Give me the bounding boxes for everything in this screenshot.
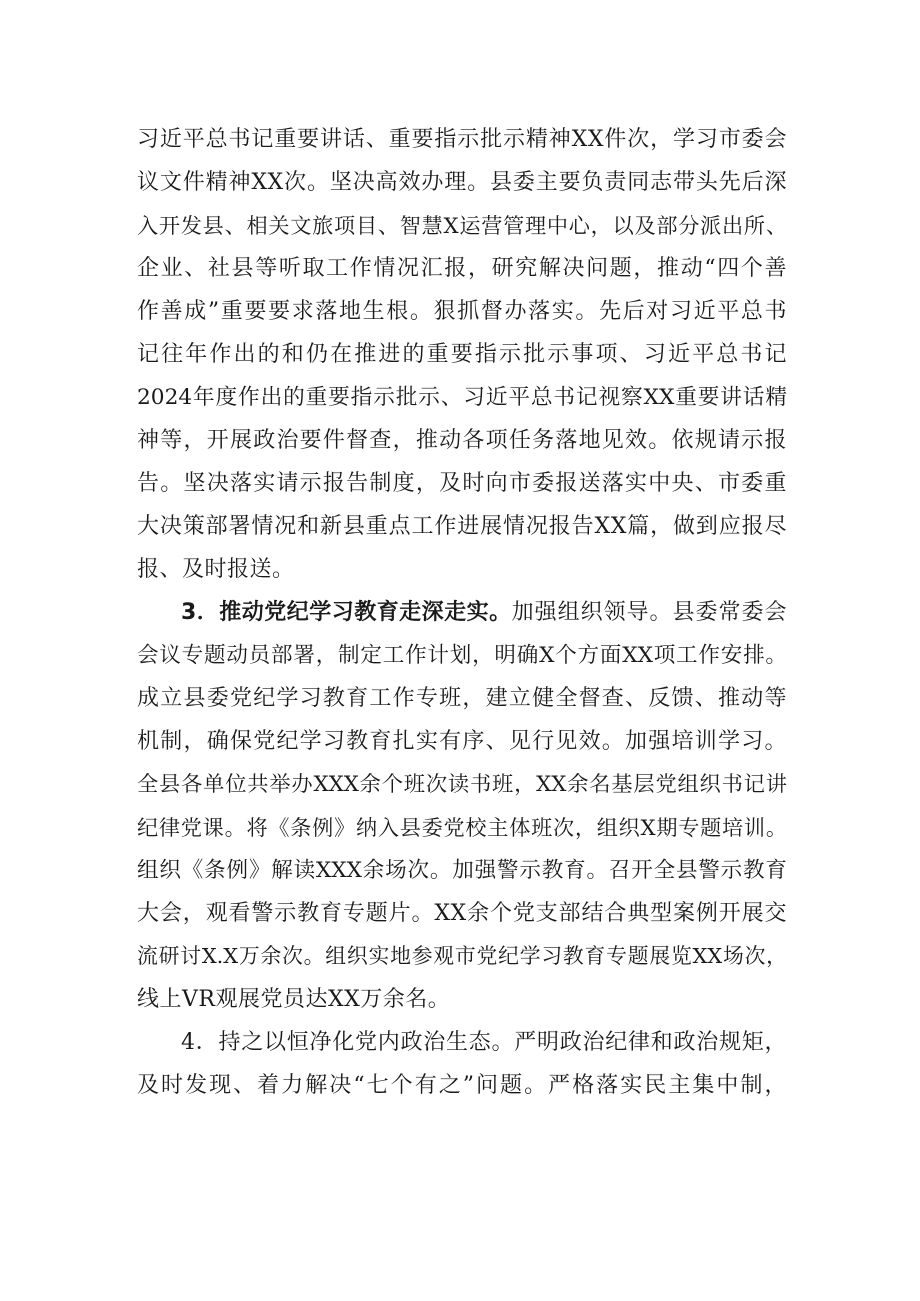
text-line: 组织《条例》解读XXX余场次。加强警示教育。召开全县警示教育 [137, 858, 787, 883]
text-line: 纪律党课。将《条例》纳入县委党校主体班次，组织X期专题培训。 [137, 815, 787, 840]
paragraph-2-first-line [137, 591, 787, 634]
text-line: 企业、社县等听取工作情况汇报，研究解决问题，推动“四个善 [137, 256, 787, 281]
text-line: 成立县委党纪学习教育工作专班，建立健全督查、反馈、推动等 [137, 686, 787, 711]
text-line: 机制，确保党纪学习教育扎实有序、见行见效。加强培训学习。 [137, 729, 787, 754]
text-line: 习近平总书记重要讲话、重要指示批示精神XX件次，学习市委会 [137, 127, 787, 152]
text-line: 入开发县、相关文旅项目、智慧X运营管理中心，以及部分派出所、 [137, 213, 787, 238]
text-line: 告。坚决落实请示报告制度，及时向市委报送落实中央、市委重 [137, 471, 787, 496]
text-line: 全县各单位共举办XXX余个班次读书班，XX余名基层党组织书记讲 [137, 772, 787, 797]
paragraph-3-first-line: 4．持之以恒净化党内政治生态。严明政治纪律和政治规矩， [181, 1030, 787, 1055]
text-line: 记往年作出的和仍在推进的重要指示批示事项、习近平总书记 [137, 342, 787, 367]
text-line: 议文件精神XX次。坚决高效办理。县委主要负责同志带头先后深 [137, 170, 787, 195]
text-line: 会议专题动员部署，制定工作计划，明确X个方面XX项工作安排。 [137, 643, 787, 668]
text-line: 及时发现、着力解决“七个有之”问题。严格落实民主集中制， [137, 1073, 787, 1098]
text-line: 线上VR观展党员达XX万余名。 [137, 987, 451, 1012]
section-heading: 3．推动党纪学习教育走深走实。 [181, 600, 512, 625]
text-line: 流研讨X.X万余次。组织实地参观市党纪学习教育专题展览XX场次， [137, 944, 787, 968]
document-body [137, 118, 787, 1107]
text-line: 作善成”重要要求落地生根。狠抓督办落实。先后对习近平总书 [137, 299, 787, 324]
text-line: 大会，观看警示教育专题片。XX余个党支部结合典型案例开展交 [137, 901, 787, 926]
paragraph-1 [137, 118, 787, 591]
text-fragment: 加强组织领导。县委常委会 [511, 600, 787, 625]
text-line: 报、及时报送。 [137, 557, 295, 582]
paragraph-2 [137, 591, 787, 1021]
paragraph-3 [137, 1021, 787, 1107]
text-line: 2024年度作出的重要指示批示、习近平总书记视察XX重要讲话精 [137, 385, 787, 410]
text-line: 大决策部署情况和新县重点工作进展情况报告XX篇，做到应报尽 [137, 514, 787, 539]
text-line: 神等，开展政治要件督查，推动各项任务落地见效。依规请示报 [137, 428, 787, 453]
